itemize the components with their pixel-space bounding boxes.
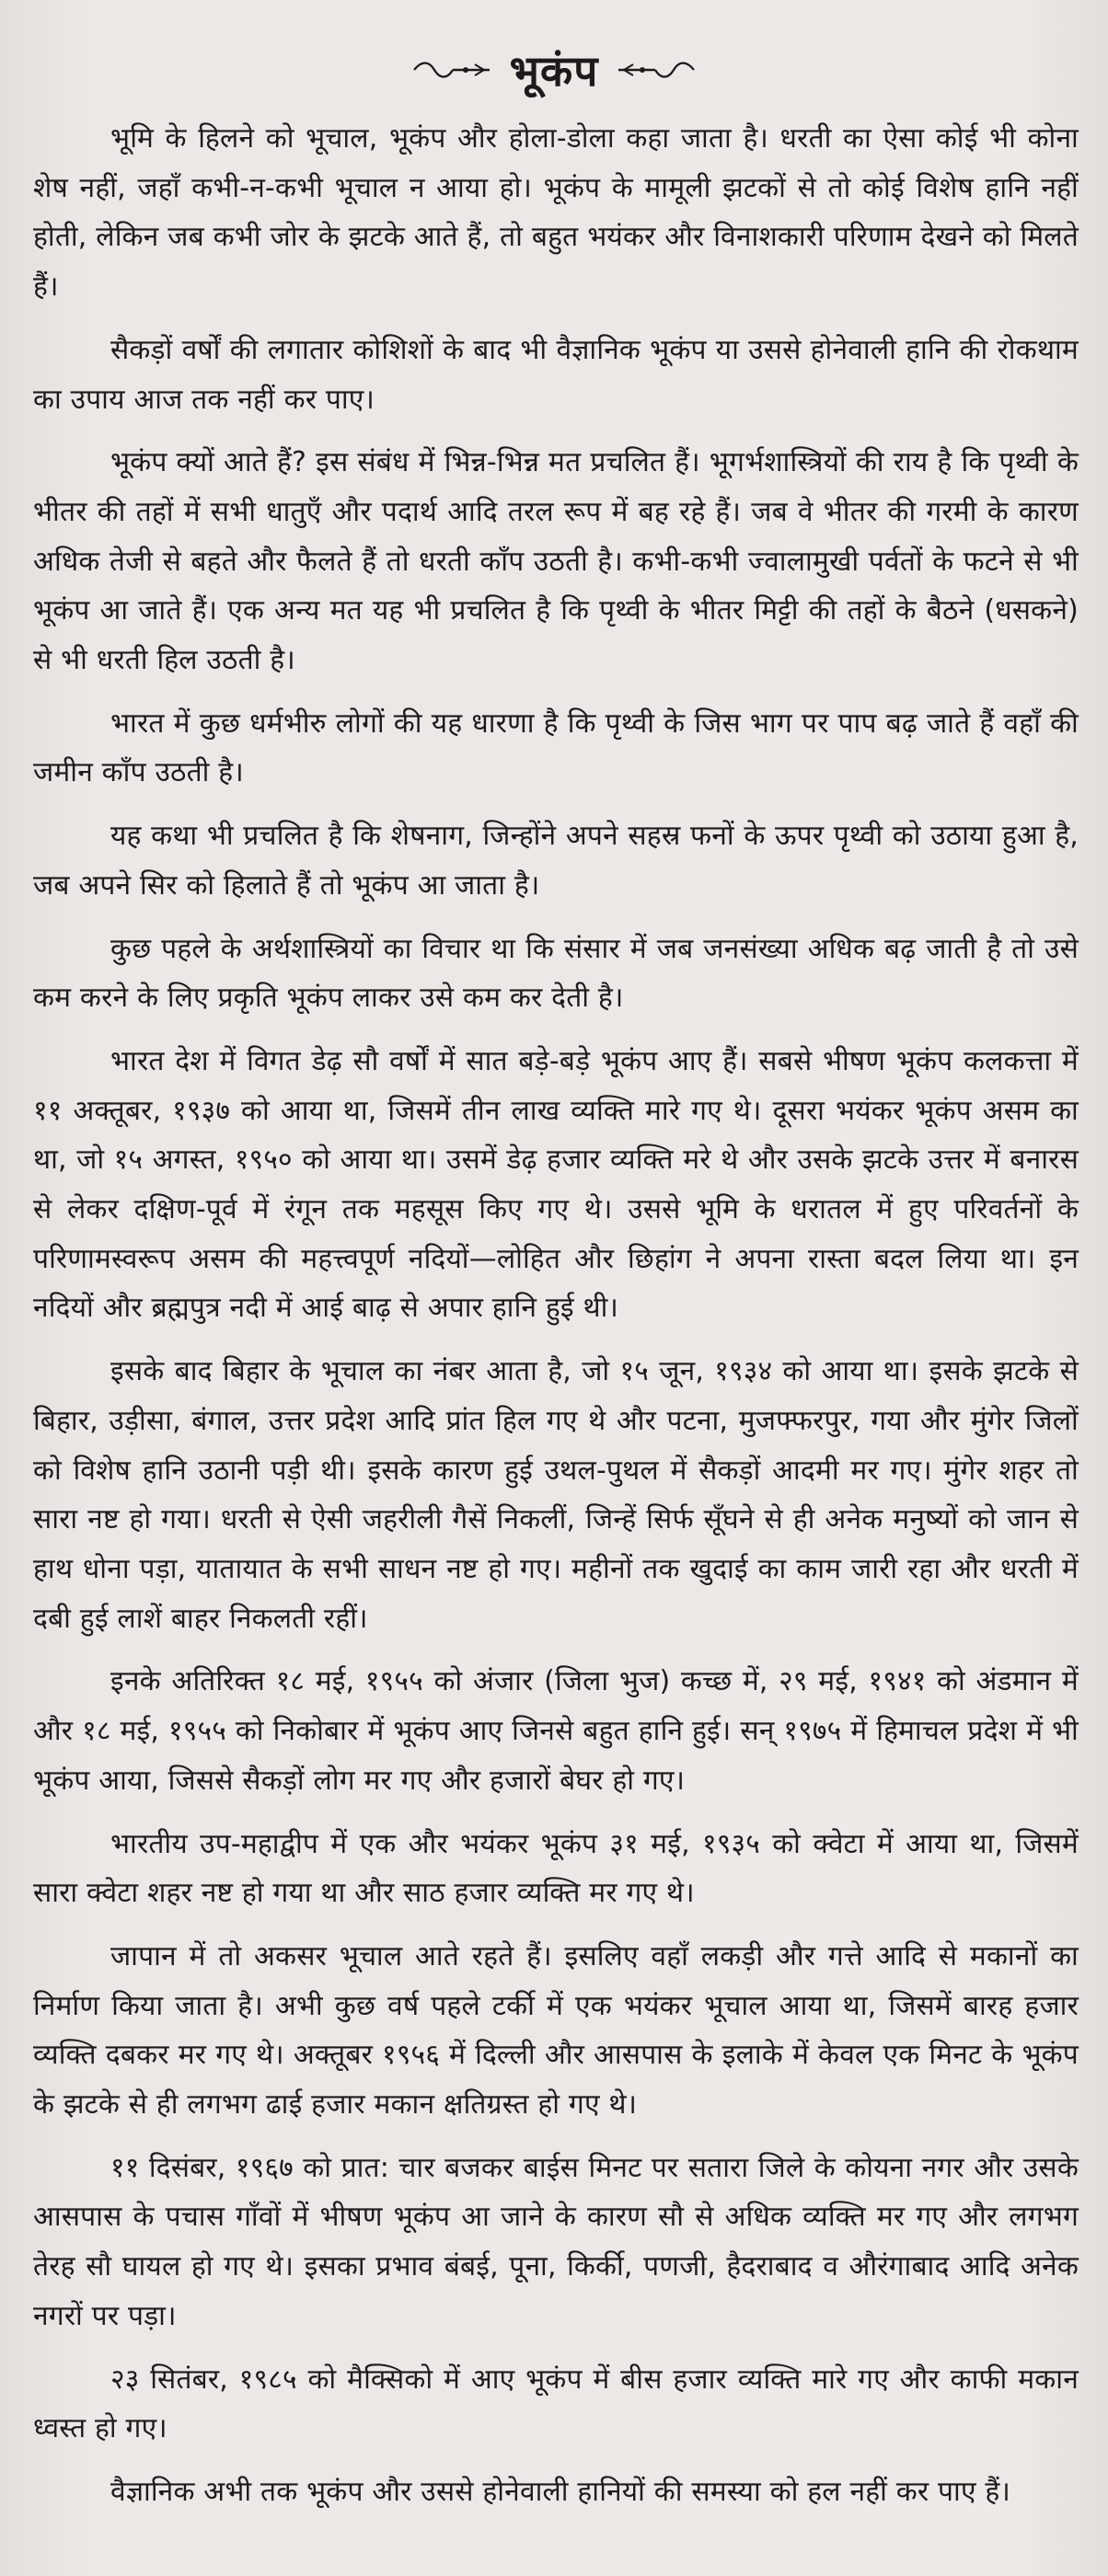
essay-body bbox=[33, 114, 1079, 2531]
paragraph: यह कथा भी प्रचलित है कि शेषनाग, जिन्होंने अपने सहस्र फनों के ऊपर पृथ्वी को उठाया हुआ है, जब अपने सिर को हिलाते हैं तो भूकंप आ जाता है। bbox=[33, 820, 1079, 902]
paragraph: सैकड़ों वर्षों की लगातार कोशिशों के बाद भी वैज्ञानिक भूकंप या उससे होनेवाली हानि की रोकथाम का उपाय आज तक नहीं कर पाए। bbox=[33, 333, 1079, 416]
paragraph: जापान में तो अकसर भूचाल आते रहते हैं। इसलिए वहाँ लकड़ी और गत्ते आदि से मकानों का निर्माण किया जाता है। अभी कुछ वर्ष पहले टर्की में एक भयंकर भूचाल आया था, जिसमें बारह हजार व्यक्ति दबकर मर गए थे। अक्तूबर १९५६ में दिल्ली और आसपास के इलाके में केवल एक मिनट के भूकंप के झटके से ही लगभग ढाई हजार मकान क्षतिग्रस्त हो गए थे। bbox=[33, 1939, 1079, 2122]
left-flourish-icon bbox=[410, 56, 493, 84]
paragraph: २३ सितंबर, १९८५ को मैक्सिको में आए भूकंप में बीस हजार व्यक्ति मारे गए और काफी मकान ध्वस्त हो गए। bbox=[33, 2363, 1079, 2445]
paragraph: इनके अतिरिक्त १८ मई, १९५५ को अंजार (जिला भुज) कच्छ में, २९ मई, १९४१ को अंडमान में और १८ मई, १९५५ को निकोबार में भूकंप आए जिनसे बहुत हानि हुई। सन् १९७५ में हिमाचल प्रदेश में भी भूकंप आया, जिससे सैकड़ों लोग मर गए और हजारों बेघर हो गए। bbox=[33, 1665, 1079, 1797]
paragraph: भारत देश में विगत डेढ़ सौ वर्षों में सात बड़े-बड़े भूकंप आए हैं। सबसे भीषण भूकंप कलकत्ता में ११ अक्तूबर, १९३७ को आया था, जिसमें तीन लाख व्यक्ति मारे गए थे। दूसरा भयंकर भूकंप असम का था, जो १५ अगस्त, १९५० को आया था। उसमें डेढ़ हजार व्यक्ति मरे थे और उसके झटके उत्तर में बनारस से लेकर दक्षिण-पूर्व में रंगून तक महसूस किए गए थे। उससे भूमि के धरातल में हुए परिवर्तनों के परिणामस्वरूप असम की महत्त्वपूर्ण नदियों—लोहित और छिहांग ने अपना रास्ता बदल लिया था। इन नदियों और ब्रह्मपुत्र नदी में आई बाढ़ से अपार हानि हुई थी। bbox=[33, 1044, 1079, 1325]
paragraph: भारतीय उप-महाद्वीप में एक और भयंकर भूकंप ३१ मई, १९३५ को क्वेटा में आया था, जिसमें सारा क्वेटा शहर नष्ट हो गया था और साठ हजार व्यक्ति मर गए थे। bbox=[33, 1827, 1079, 1910]
paragraph: वैज्ञानिक अभी तक भूकंप और उससे होनेवाली हानियों की समस्या को हल नहीं कर पाए हैं। bbox=[110, 2475, 1011, 2508]
paragraph: भूकंप क्यों आते हैं? इस संबंध में भिन्न-भिन्न मत प्रचलित हैं। भूगर्भशास्त्रियों की राय है कि पृथ्वी के भीतर की तहों में सभी धातुएँ और पदार्थ आदि तरल रूप में बह रहे हैं। जब वे भीतर की गरमी के कारण अधिक तेजी से बहते और फैलते हैं तो धरती काँप उठती है। कभी-कभी ज्वालामुखी पर्वतों के फटने से भी भूकंप आ जाते हैं। एक अन्य मत यह भी प्रचलित है कि पृथ्वी के भीतर मिट्टी की तहों के बैठने (धसकने) से भी धरती हिल उठती है। bbox=[33, 446, 1079, 677]
page-title: भूकंप bbox=[509, 46, 599, 96]
title-row bbox=[0, 37, 1108, 103]
paragraph: ११ दिसंबर, १९६७ को प्रात: चार बजकर बाईस मिनट पर सतारा जिले के कोयना नगर और उसके आसपास के पचास गाँवों में भीषण भूकंप आ जाने के कारण सौ से अधिक व्यक्ति मर गए और लगभग तेरह सौ घायल हो गए थे। इसका प्रभाव बंबई, पूना, किर्की, पणजी, हैदराबाद व औरंगाबाद आदि अनेक नगरों पर पड़ा। bbox=[33, 2151, 1079, 2332]
paragraph: भारत में कुछ धर्मभीरु लोगों की यह धारणा है कि पृथ्वी के जिस भाग पर पाप बढ़ जाते हैं वहाँ की जमीन काँप उठती है। bbox=[33, 707, 1079, 789]
paragraph: कुछ पहले के अर्थशास्त्रियों का विचार था कि संसार में जब जनसंख्या अधिक बढ़ जाती है तो उसे कम करने के लिए प्रकृति भूकंप लाकर उसे कम कर देती है। bbox=[33, 932, 1079, 1015]
paragraph: इसके बाद बिहार के भूचाल का नंबर आता है, जो १५ जून, १९३४ को आया था। इसके झटके से बिहार, उड़ीसा, बंगाल, उत्तर प्रदेश आदि प्रांत हिल गए थे और पटना, मुजफ्फरपुर, गया और मुंगेर जिलों को विशेष हानि उठानी पड़ी थी। इसके कारण हुई उथल-पुथल में सैकड़ों आदमी मर गए। मुंगेर शहर तो सारा नष्ट हो गया। धरती से ऐसी जहरीली गैसें निकलीं, जिन्हें सिर्फ सूँघने से ही अनेक मनुष्यों को जान से हाथ धोना पड़ा, यातायात के सभी साधन नष्ट हो गए। महीनों तक खुदाई का काम जारी रहा और धरती में दबी हुई लाशें बाहर निकलती रहीं। bbox=[33, 1355, 1079, 1635]
paragraph: भूमि के हिलने को भूचाल, भूकंप और होला-डोला कहा जाता है। धरती का ऐसा कोई भी कोना शेष नहीं, जहाँ कभी-न-कभी भूचाल न आया हो। भूकंप के मामूली झटकों से तो कोई विशेष हानि नहीं होती, लेकिन जब कभी जोर के झटके आते हैं, तो बहुत भयंकर और विनाशकारी परिणाम देखने को मिलते हैं। bbox=[33, 122, 1079, 304]
right-flourish-icon bbox=[615, 56, 698, 84]
